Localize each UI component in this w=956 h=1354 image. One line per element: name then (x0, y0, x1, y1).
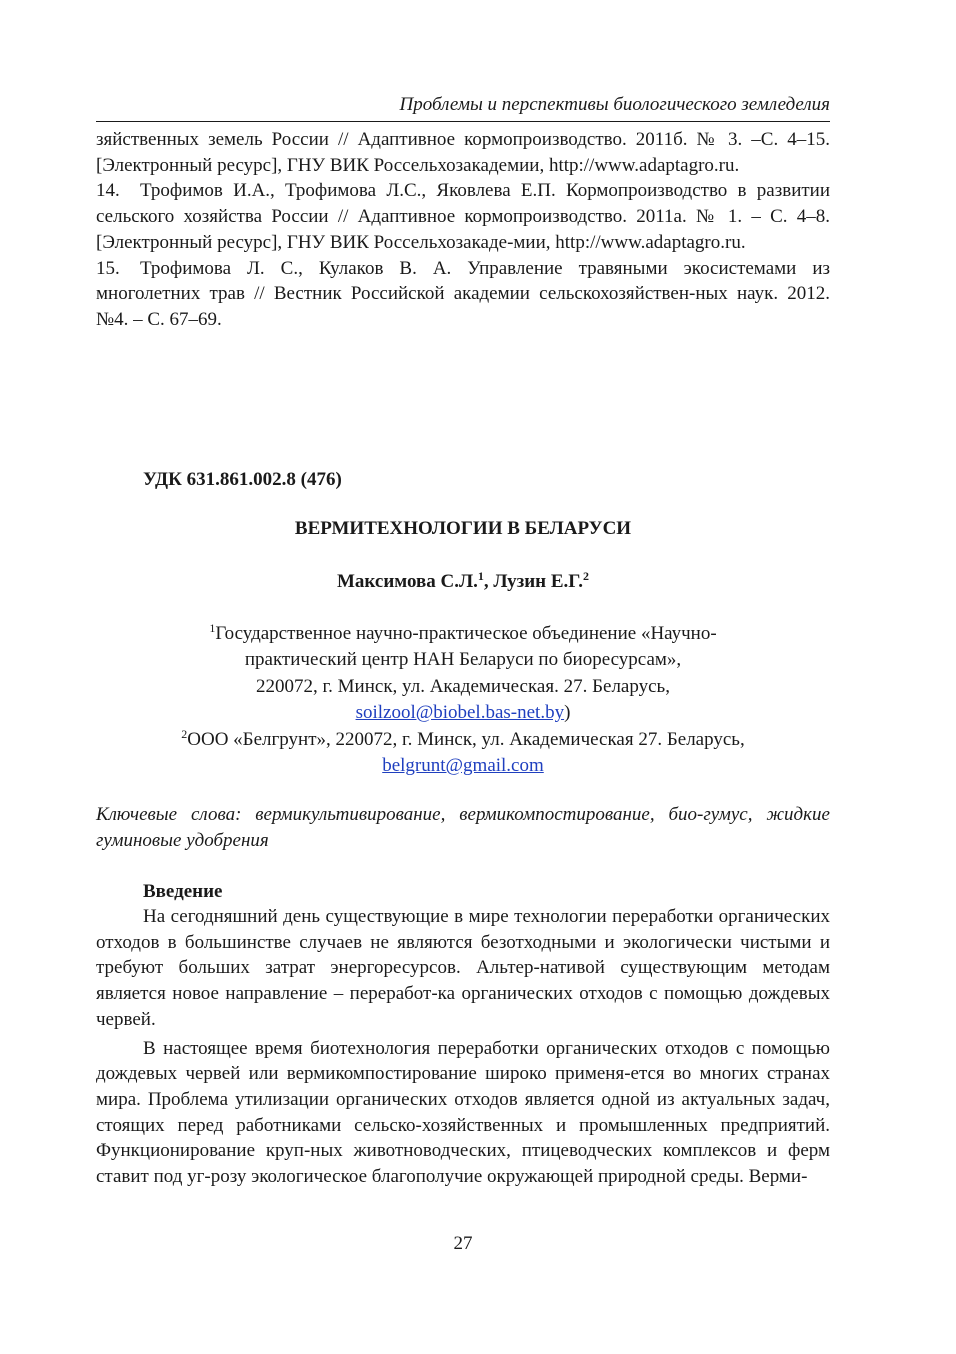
affiliation-text: ООО «Белгрунт», 220072, г. Минск, ул. Академическая 27. Беларусь, (187, 728, 745, 750)
reference-number: 15. (96, 257, 120, 279)
reference-item (96, 127, 830, 178)
article-title: ВЕРМИТЕХНОЛОГИИ В БЕЛАРУСИ (294, 518, 632, 539)
reference-list (96, 127, 830, 333)
page-number: 27 (453, 1233, 473, 1254)
email-link[interactable]: belgrunt@gmail.com (382, 755, 544, 777)
paragraph: В настоящее время биотехнология переработки органических отходов с помощью дождевых червей или вермикомпостирование широко применя-ется во многих странах мира. Проблема утилизации органических отходов является одной из актуальных задач, стоящих перед работниками сельско-хозяйственных и промышленных предприятий. Функционирование круп-ных животноводческих, птицеводческих комплексов и ферм ставит под уг-розу экологическое благополучие окружающей природной среды. Верми- (96, 1037, 830, 1188)
affiliation-line (96, 700, 830, 726)
affiliation-text: Государственное научно-практическое объединение «Научно- (215, 623, 717, 644)
running-header: Проблемы и перспективы биологического земледелия (399, 94, 830, 115)
affiliation-line (96, 621, 830, 647)
author-affiliation-mark: 2 (583, 569, 589, 583)
keywords: Ключевые слова: вермикультивирование, вермикомпостирование, био-гумус, жидкие гуминовые удобрения (96, 804, 830, 851)
affiliation-line (96, 753, 830, 779)
body-text (96, 904, 830, 1193)
email-link[interactable]: soilzool@biobel.bas-net.by (355, 702, 565, 724)
reference-text: Трофимова Л. С., Кулаков В. А. Управление травяными экосистемами из многолетних трав // Вестник Российской академии сельскохозяйствен-ных наук. 2012. №4. – С. 67–69. (96, 257, 830, 330)
reference-text: Трофимов И.А., Трофимова Л.С., Яковлева Е.П. Кормопроизводство в развитии сельского хозяйства России // Адаптивное кормопроизводство. 2011а. № 1. – С. 4–8. [Электронный ресурс], ГНУ ВИК Россельхозакаде-мии, http://www.adaptagro.ru. (96, 180, 830, 253)
affiliation-text: ) (564, 702, 571, 724)
authors (96, 570, 830, 594)
affiliation-line: 220072, г. Минск, ул. Академическая. 27. Беларусь, (256, 675, 670, 697)
author-name: Лузин Е.Г. (493, 571, 583, 592)
affiliation-mark: 2 (181, 726, 188, 741)
reference-item (96, 256, 830, 333)
reference-item (96, 178, 830, 255)
affiliation-line (96, 727, 830, 753)
author-separator: , (483, 571, 494, 592)
section-heading: Введение (143, 881, 223, 902)
header-rule (96, 121, 830, 122)
affiliations (96, 621, 830, 779)
author-name: Максимова С.Л. (337, 571, 478, 592)
affiliation-line: практический центр НАН Беларуси по биоресурсам», (244, 649, 682, 671)
author-affiliation-mark: 1 (477, 569, 484, 583)
reference-number: 14. (96, 180, 120, 202)
paragraph: На сегодняшний день существующие в мире технологии переработки органических отходов в большинстве случаев не являются безотходными и экологически чистыми и требуют больших затрат энергоресурсов. Альтер-нативой существующим методам является новое направление – переработ-ка органических отходов с помощью дождевых червей. (96, 906, 830, 1030)
reference-text: зяйственных земель России // Адаптивное кормопроизводство. 2011б. № 3. –С. 4–15. [Электронный ресурс], ГНУ ВИК Россельхозакадемии, http://www.adaptagro.ru. (96, 129, 830, 176)
affiliation-mark: 1 (209, 621, 216, 635)
udk-code: УДК 631.861.002.8 (476) (143, 469, 342, 490)
